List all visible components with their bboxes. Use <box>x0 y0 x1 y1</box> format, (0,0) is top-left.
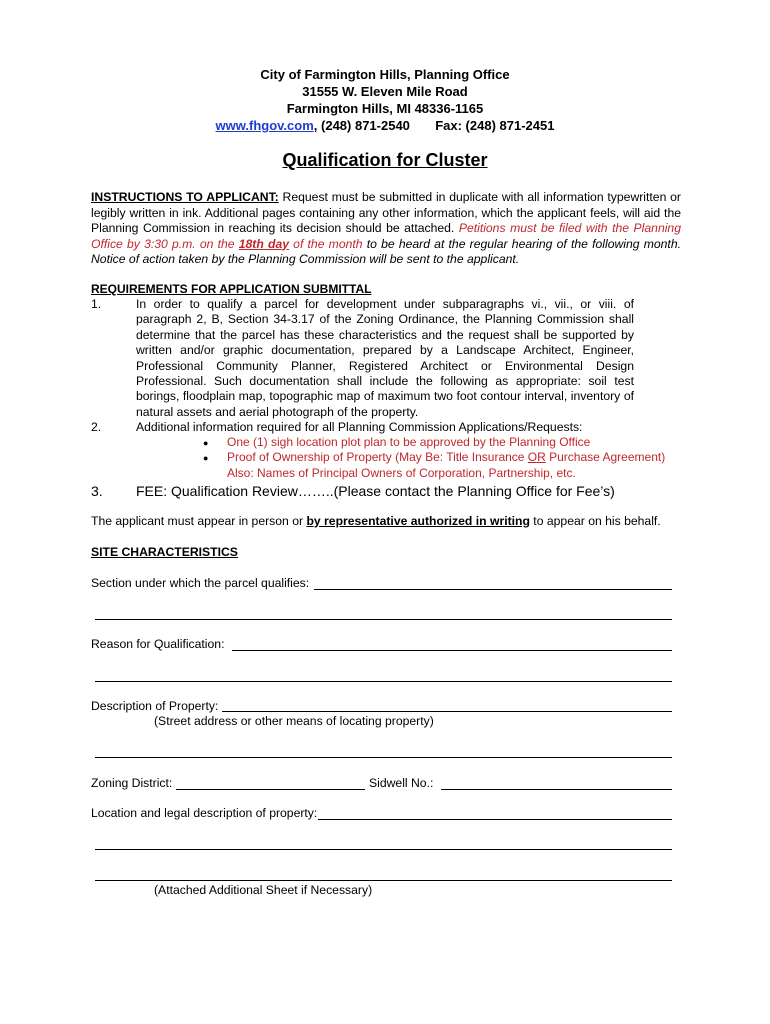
zoning-label: Zoning District: <box>91 776 173 790</box>
appearance-text-a: The applicant must appear in person or <box>91 514 307 528</box>
hearing-notice-text: to be heard at the regular hearing of the following month. Notice of action taken by the Planning Commission will be sent to the applicant. <box>91 236 681 266</box>
ownership-text-a: Proof of Ownership of Property (May Be: Title Insurance <box>227 450 528 464</box>
sidwell-label: Sidwell No.: <box>369 776 434 790</box>
site-characteristics-heading: SITE CHARACTERISTICS <box>91 545 238 559</box>
reason-input-line-2[interactable] <box>95 681 672 682</box>
attached-sheet-note: (Attached Additional Sheet if Necessary) <box>154 883 373 897</box>
item-2-text: Additional information required for all Planning Commission Applications/Requests: <box>136 420 583 434</box>
item-1-number: 1. <box>91 297 102 311</box>
location-input-line-3[interactable] <box>95 880 672 881</box>
contact-line <box>0 117 770 134</box>
item-2-number: 2. <box>91 420 102 434</box>
appearance-note <box>91 514 681 530</box>
bullet-icon: ● <box>203 438 209 448</box>
section-label: Section under which the parcel qualifies: <box>91 576 310 590</box>
requirements-heading: REQUIREMENTS FOR APPLICATION SUBMITTAL <box>91 282 372 296</box>
reason-input-line[interactable] <box>232 650 672 651</box>
sidwell-input-line[interactable] <box>441 789 672 790</box>
reason-label: Reason for Qualification: <box>91 637 225 651</box>
ownership-text-b: Purchase Agreement) <box>545 450 666 464</box>
phone-number: , (248) 871-2540 <box>313 118 410 133</box>
bullet-icon: ● <box>203 453 209 463</box>
item-1-text: In order to qualify a parcel for development under subparagraphs vi., vii., or viii. of paragraph 2, B, Section 34-3.17 of the Zoning Ordinance, the Planning Commission shall determine that the parcel has these characteristics and the request shall be supported by written and/or graphic documentation, prepared by a Landscape Architect, Engineer, Professional Community Planner, Registered Architect or Environmental Design Professional. Such documentation shall include the following as appropriate: soil test borings, floodplain map, topographic map of maximum two foot contour interval, inventory of natural assets and aerial photograph of the property. <box>136 297 634 419</box>
office-name: City of Farmington Hills, Planning Office <box>260 67 510 82</box>
appearance-text-c: to appear on his behalf. <box>529 514 661 528</box>
filing-deadline-day: 18th day <box>238 236 289 251</box>
section-input-line[interactable] <box>314 589 672 590</box>
bullet-plot-plan: One (1) sigh location plot plan to be approved by the Planning Office <box>227 435 591 449</box>
item-3-fee-text: FEE: Qualification Review……..(Please contact the Planning Office for Fee’s) <box>136 483 615 499</box>
location-input-line[interactable] <box>318 819 672 820</box>
zoning-input-line[interactable] <box>176 789 365 790</box>
description-hint: (Street address or other means of locating property) <box>154 714 434 728</box>
instructions-heading: INSTRUCTIONS TO APPLICANT: <box>91 190 279 204</box>
bullet-proof-of-ownership <box>227 450 665 466</box>
filing-deadline-text: Petitions must be filed with the Planning Office by 3:30 p.m. on the <box>91 221 681 251</box>
description-input-line[interactable] <box>222 711 672 712</box>
instructions-paragraph <box>91 190 681 268</box>
website-link[interactable]: www.fhgov.com <box>215 118 314 133</box>
ownership-or: OR <box>527 450 546 464</box>
bullet-principal-owners: Also: Names of Principal Owners of Corporation, Partnership, etc. <box>227 466 576 480</box>
description-input-line-2[interactable] <box>95 757 672 758</box>
section-input-line-2[interactable] <box>95 619 672 620</box>
description-label: Description of Property: <box>91 699 219 713</box>
appearance-text-b: by representative authorized in writing <box>306 514 530 528</box>
form-title: Qualification for Cluster <box>282 150 488 170</box>
office-header <box>0 66 770 134</box>
fax-number: Fax: (248) 871-2451 <box>435 118 555 133</box>
item-3-number: 3. <box>91 483 103 499</box>
instructions-text: Request must be submitted in duplicate with all information typewritten or legibly written in ink. Additional pages containing any other information, which the applicant feels, will aid the Planning Commission in reaching its decision should be attached. <box>91 190 681 235</box>
location-label: Location and legal description of property: <box>91 806 318 820</box>
location-input-line-2[interactable] <box>95 849 672 850</box>
office-street: 31555 W. Eleven Mile Road <box>302 84 468 99</box>
office-city: Farmington Hills, MI 48336-1165 <box>286 101 484 116</box>
filing-deadline-month: of the month <box>289 236 363 251</box>
